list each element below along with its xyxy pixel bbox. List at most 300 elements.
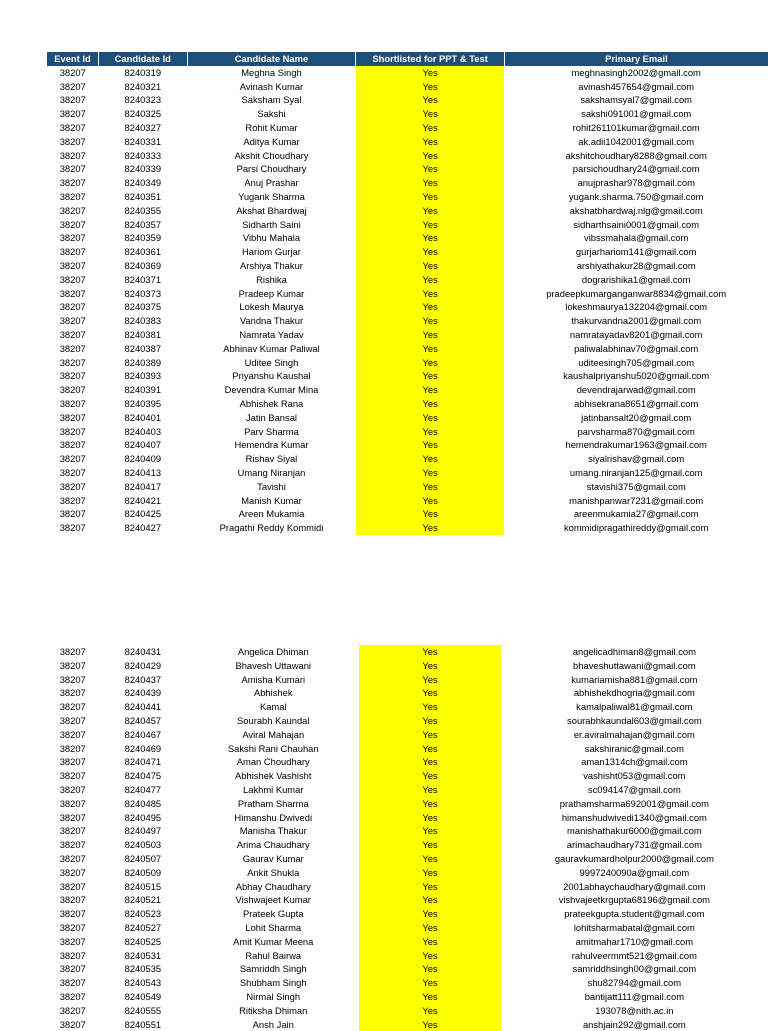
- email-cell[interactable]: parvsharma870@gmail.com: [577, 425, 695, 437]
- event-id-cell[interactable]: 38207: [59, 315, 86, 327]
- shortlisted-cell[interactable]: Yes: [356, 356, 504, 370]
- email-cell[interactable]: amitmahar1710@gmail.com: [575, 935, 694, 947]
- candidate-name-cell[interactable]: Akshit Choudhary: [234, 149, 309, 161]
- candidate-id-cell[interactable]: 8240551: [124, 1018, 162, 1030]
- candidate-name-cell[interactable]: Sourabh Kaundal: [237, 714, 310, 726]
- email-cell[interactable]: bantijatt111@gmail.com: [584, 990, 685, 1002]
- email-cell[interactable]: sourabhkaundal603@gmail.com: [567, 714, 702, 726]
- email-cell[interactable]: kamalpaliwal81@gmail.com: [576, 701, 693, 713]
- candidate-id-cell[interactable]: 8240359: [124, 232, 162, 244]
- candidate-name-cell[interactable]: Ritiksha Dhiman: [239, 1004, 308, 1016]
- shortlisted-cell[interactable]: Yes: [356, 121, 504, 135]
- email-cell[interactable]: kommidipragathireddy@gmail.com: [563, 522, 709, 534]
- shortlisted-cell[interactable]: Yes: [359, 645, 500, 659]
- email-cell[interactable]: er.aviralmahajan@gmail.com: [573, 728, 695, 740]
- candidate-id-cell[interactable]: 8240407: [124, 439, 162, 451]
- email-cell[interactable]: uditeesingh705@gmail.com: [578, 356, 695, 368]
- candidate-id-cell[interactable]: 8240395: [124, 397, 162, 409]
- candidate-id-cell[interactable]: 8240523: [124, 908, 162, 920]
- email-cell[interactable]: abhisekrana8651@gmail.com: [574, 397, 699, 409]
- event-id-cell[interactable]: 38207: [59, 1004, 86, 1016]
- email-cell[interactable]: lohitsharmabatal@gmail.com: [573, 921, 695, 933]
- candidate-id-cell[interactable]: 8240507: [124, 852, 162, 864]
- candidate-id-cell[interactable]: 8240467: [124, 728, 162, 740]
- shortlisted-cell[interactable]: Yes: [359, 742, 500, 756]
- email-cell[interactable]: sakshi091001@gmail.com: [581, 108, 692, 120]
- candidate-name-cell[interactable]: Tavishi: [257, 480, 286, 492]
- candidate-id-cell[interactable]: 8240503: [124, 839, 162, 851]
- candidate-id-cell[interactable]: 8240389: [124, 356, 162, 368]
- event-id-cell[interactable]: 38207: [59, 1018, 86, 1030]
- candidate-name-cell[interactable]: Ansh Jain: [252, 1018, 294, 1030]
- event-id-cell[interactable]: 38207: [59, 135, 86, 147]
- email-cell[interactable]: kaushalpriyanshu5020@gmail.com: [563, 370, 710, 382]
- candidate-name-cell[interactable]: Abhishek: [253, 687, 293, 699]
- candidate-name-cell[interactable]: Areen Mukamia: [238, 508, 305, 520]
- email-cell[interactable]: yugank.sharma.750@gmail.com: [568, 190, 704, 202]
- candidate-name-cell[interactable]: Namrata Yadav: [239, 328, 304, 340]
- candidate-id-cell[interactable]: 8240333: [124, 149, 162, 161]
- email-cell[interactable]: dograrishika1@gmail.com: [581, 273, 691, 285]
- event-id-cell[interactable]: 38207: [59, 328, 86, 340]
- candidate-id-cell[interactable]: 8240531: [124, 949, 162, 961]
- header-event-id[interactable]: Event Id: [47, 52, 98, 66]
- header-candidate-name[interactable]: Candidate Name: [187, 52, 356, 66]
- email-cell[interactable]: vishvajeetkrgupta68196@gmail.com: [558, 894, 710, 906]
- email-cell[interactable]: sakshamsyal7@gmail.com: [580, 94, 692, 106]
- candidate-id-cell[interactable]: 8240355: [124, 204, 162, 216]
- email-cell[interactable]: gurjarhariom141@gmail.com: [575, 246, 697, 258]
- candidate-id-cell[interactable]: 8240369: [124, 259, 162, 271]
- candidate-name-cell[interactable]: Amisha Kumari: [241, 673, 306, 685]
- event-id-cell[interactable]: 38207: [59, 287, 86, 299]
- candidate-name-cell[interactable]: Hemendra Kumar: [234, 439, 309, 451]
- shortlisted-cell[interactable]: Yes: [356, 80, 504, 94]
- shortlisted-cell[interactable]: Yes: [359, 769, 500, 783]
- shortlisted-cell[interactable]: Yes: [356, 245, 504, 259]
- shortlisted-cell[interactable]: Yes: [359, 880, 500, 894]
- shortlisted-cell[interactable]: Yes: [359, 962, 500, 976]
- event-id-cell[interactable]: 38207: [59, 453, 86, 465]
- shortlisted-cell[interactable]: Yes: [356, 397, 504, 411]
- candidate-id-cell[interactable]: 8240535: [124, 963, 162, 975]
- shortlisted-cell[interactable]: Yes: [359, 949, 500, 963]
- shortlisted-cell[interactable]: Yes: [359, 1018, 500, 1031]
- event-id-cell[interactable]: 38207: [59, 852, 86, 864]
- email-cell[interactable]: samriddhsingh00@gmail.com: [572, 963, 697, 975]
- shortlisted-cell[interactable]: Yes: [359, 893, 500, 907]
- shortlisted-cell[interactable]: Yes: [356, 328, 504, 342]
- candidate-name-cell[interactable]: Devendra Kumar Mina: [224, 384, 319, 396]
- candidate-name-cell[interactable]: Vishwajeet Kumar: [235, 894, 311, 906]
- shortlisted-cell[interactable]: Yes: [359, 714, 500, 728]
- event-id-cell[interactable]: 38207: [59, 687, 86, 699]
- email-cell[interactable]: parsichoudhary24@gmail.com: [572, 163, 700, 175]
- email-cell[interactable]: manishpanwar7231@gmail.com: [569, 494, 704, 506]
- email-cell[interactable]: angelicadhiman8@gmail.com: [572, 646, 696, 657]
- candidate-id-cell[interactable]: 8240387: [124, 342, 162, 354]
- shortlisted-cell[interactable]: Yes: [356, 300, 504, 314]
- email-cell[interactable]: arimachaudhary731@gmail.com: [566, 839, 702, 851]
- event-id-cell[interactable]: 38207: [59, 384, 86, 396]
- candidate-name-cell[interactable]: Yugank Sharma: [238, 190, 305, 202]
- candidate-id-cell[interactable]: 8240555: [124, 1004, 162, 1016]
- candidate-id-cell[interactable]: 8240439: [124, 687, 162, 699]
- candidate-name-cell[interactable]: Priyanshu Kaushal: [232, 370, 311, 382]
- event-id-cell[interactable]: 38207: [59, 66, 86, 78]
- event-id-cell[interactable]: 38207: [59, 218, 86, 230]
- shortlisted-cell[interactable]: Yes: [356, 494, 504, 508]
- email-cell[interactable]: vashisht053@gmail.com: [583, 770, 686, 782]
- candidate-name-cell[interactable]: Samriddh Singh: [239, 963, 307, 975]
- header-primary-email[interactable]: Primary Email: [504, 52, 768, 66]
- candidate-id-cell[interactable]: 8240427: [124, 522, 162, 534]
- candidate-name-cell[interactable]: Shubham Singh: [239, 977, 307, 989]
- event-id-cell[interactable]: 38207: [59, 894, 86, 906]
- email-cell[interactable]: anujprashar978@gmail.com: [577, 177, 695, 189]
- event-id-cell[interactable]: 38207: [59, 811, 86, 823]
- email-cell[interactable]: lokeshmaurya132204@gmail.com: [565, 301, 708, 313]
- candidate-id-cell[interactable]: 8240497: [124, 825, 162, 837]
- candidate-name-cell[interactable]: Amit Kumar Meena: [233, 935, 314, 947]
- event-id-cell[interactable]: 38207: [59, 259, 86, 271]
- candidate-id-cell[interactable]: 8240509: [124, 866, 162, 878]
- candidate-name-cell[interactable]: Vibhu Mahala: [242, 232, 301, 244]
- email-cell[interactable]: gauravkumardholpur2000@gmail.com: [554, 852, 714, 864]
- shortlisted-cell[interactable]: Yes: [356, 314, 504, 328]
- candidate-name-cell[interactable]: Rohit Kumar: [245, 121, 298, 133]
- email-cell[interactable]: thakurvandna2001@gmail.com: [571, 315, 702, 327]
- event-id-cell[interactable]: 38207: [59, 149, 86, 161]
- candidate-name-cell[interactable]: Saksham Syal: [241, 94, 302, 106]
- candidate-id-cell[interactable]: 8240437: [124, 673, 162, 685]
- email-cell[interactable]: himanshudwivedi1340@gmail.com: [561, 811, 707, 823]
- candidate-name-cell[interactable]: Arima Chaudhary: [236, 839, 310, 851]
- event-id-cell[interactable]: 38207: [59, 949, 86, 961]
- email-cell[interactable]: 9997240090a@gmail.com: [579, 866, 690, 878]
- email-cell[interactable]: aman1314ch@gmail.com: [581, 756, 688, 768]
- candidate-name-cell[interactable]: Lakhmi Kumar: [243, 783, 304, 795]
- event-id-cell[interactable]: 38207: [59, 659, 86, 671]
- email-cell[interactable]: areenmukamia27@gmail.com: [573, 508, 699, 520]
- event-id-cell[interactable]: 38207: [59, 494, 86, 506]
- candidate-id-cell[interactable]: 8240441: [124, 701, 162, 713]
- event-id-cell[interactable]: 38207: [59, 990, 86, 1002]
- event-id-cell[interactable]: 38207: [59, 728, 86, 740]
- event-id-cell[interactable]: 38207: [59, 908, 86, 920]
- event-id-cell[interactable]: 38207: [59, 825, 86, 837]
- email-cell[interactable]: devendrajarwad@gmail.com: [576, 384, 696, 396]
- email-cell[interactable]: akshitchoudhary8288@gmail.com: [565, 149, 707, 161]
- shortlisted-cell[interactable]: Yes: [359, 852, 500, 866]
- email-cell[interactable]: vibssmahala@gmail.com: [584, 232, 689, 244]
- event-id-cell[interactable]: 38207: [59, 466, 86, 478]
- candidate-name-cell[interactable]: Pragathi Reddy Kommidi: [219, 522, 324, 534]
- candidate-id-cell[interactable]: 8240543: [124, 977, 162, 989]
- email-cell[interactable]: shu82794@gmail.com: [587, 977, 682, 989]
- candidate-id-cell[interactable]: 8240477: [124, 783, 162, 795]
- candidate-id-cell[interactable]: 8240401: [124, 411, 162, 423]
- header-candidate-id[interactable]: Candidate Id: [98, 52, 187, 66]
- candidate-name-cell[interactable]: Rishika: [256, 273, 287, 285]
- email-cell[interactable]: prathamsharma692001@gmail.com: [559, 797, 709, 809]
- candidate-name-cell[interactable]: Sidharth Saini: [242, 218, 301, 230]
- email-cell[interactable]: sidharthsaini0001@gmail.com: [573, 218, 700, 230]
- event-id-cell[interactable]: 38207: [59, 80, 86, 92]
- candidate-name-cell[interactable]: Pradeep Kumar: [238, 287, 305, 299]
- event-id-cell[interactable]: 38207: [59, 397, 86, 409]
- shortlisted-cell[interactable]: Yes: [359, 990, 500, 1004]
- event-id-cell[interactable]: 38207: [59, 742, 86, 754]
- shortlisted-cell[interactable]: Yes: [356, 507, 504, 521]
- event-id-cell[interactable]: 38207: [59, 522, 86, 534]
- candidate-id-cell[interactable]: 8240515: [124, 880, 162, 892]
- shortlisted-cell[interactable]: Yes: [356, 411, 504, 425]
- email-cell[interactable]: kumariamisha881@gmail.com: [571, 673, 698, 685]
- shortlisted-cell[interactable]: Yes: [356, 218, 504, 232]
- candidate-id-cell[interactable]: 8240319: [124, 66, 162, 78]
- candidate-id-cell[interactable]: 8240351: [124, 190, 162, 202]
- shortlisted-cell[interactable]: Yes: [356, 176, 504, 190]
- candidate-name-cell[interactable]: Parsi Choudhary: [236, 163, 307, 175]
- shortlisted-cell[interactable]: Yes: [359, 838, 500, 852]
- email-cell[interactable]: prateekgupta.student@gmail.com: [564, 908, 705, 920]
- event-id-cell[interactable]: 38207: [59, 163, 86, 175]
- candidate-id-cell[interactable]: 8240383: [124, 315, 162, 327]
- candidate-name-cell[interactable]: Rahul Bairwa: [245, 949, 302, 961]
- candidate-name-cell[interactable]: Avinash Kumar: [239, 80, 304, 92]
- shortlisted-cell[interactable]: Yes: [356, 149, 504, 163]
- candidate-id-cell[interactable]: 8240371: [124, 273, 162, 285]
- email-cell[interactable]: jatinbansalt20@gmail.com: [581, 411, 692, 423]
- shortlisted-cell[interactable]: Yes: [356, 425, 504, 439]
- shortlisted-cell[interactable]: Yes: [356, 438, 504, 452]
- event-id-cell[interactable]: 38207: [59, 921, 86, 933]
- shortlisted-cell[interactable]: Yes: [356, 452, 504, 466]
- event-id-cell[interactable]: 38207: [59, 797, 86, 809]
- candidate-name-cell[interactable]: Meghna Singh: [241, 66, 302, 78]
- email-cell[interactable]: umang.niranjan125@gmail.com: [569, 466, 703, 478]
- shortlisted-cell[interactable]: Yes: [359, 728, 500, 742]
- candidate-name-cell[interactable]: Abhinav Kumar Paliwal: [223, 342, 320, 354]
- email-cell[interactable]: stavishi375@gmail.com: [586, 480, 686, 492]
- candidate-id-cell[interactable]: 8240429: [124, 659, 162, 671]
- candidate-id-cell[interactable]: 8240357: [124, 218, 162, 230]
- candidate-id-cell[interactable]: 8240431: [124, 646, 162, 657]
- candidate-id-cell[interactable]: 8240373: [124, 287, 162, 299]
- candidate-id-cell[interactable]: 8240469: [124, 742, 162, 754]
- candidate-name-cell[interactable]: Manisha Thakur: [239, 825, 307, 837]
- candidate-name-cell[interactable]: Uditee Singh: [244, 356, 299, 368]
- event-id-cell[interactable]: 38207: [59, 783, 86, 795]
- email-cell[interactable]: pradeepkumarganganwar8834@gmail.com: [546, 287, 727, 299]
- event-id-cell[interactable]: 38207: [59, 673, 86, 685]
- email-cell[interactable]: 193078@nith.ac.in: [595, 1004, 674, 1016]
- event-id-cell[interactable]: 38207: [59, 94, 86, 106]
- candidate-name-cell[interactable]: Umang Niranjan: [237, 466, 306, 478]
- event-id-cell[interactable]: 38207: [59, 880, 86, 892]
- shortlisted-cell[interactable]: Yes: [359, 797, 500, 811]
- candidate-id-cell[interactable]: 8240323: [124, 94, 162, 106]
- event-id-cell[interactable]: 38207: [59, 508, 86, 520]
- shortlisted-cell[interactable]: Yes: [359, 866, 500, 880]
- candidate-name-cell[interactable]: Arshiya Thakur: [240, 259, 303, 271]
- shortlisted-cell[interactable]: Yes: [359, 824, 500, 838]
- event-id-cell[interactable]: 38207: [59, 770, 86, 782]
- shortlisted-cell[interactable]: Yes: [356, 231, 504, 245]
- candidate-id-cell[interactable]: 8240325: [124, 108, 162, 120]
- email-cell[interactable]: abhishekdhogria@gmail.com: [573, 687, 695, 699]
- shortlisted-cell[interactable]: Yes: [356, 204, 504, 218]
- candidate-id-cell[interactable]: 8240381: [124, 328, 162, 340]
- candidate-name-cell[interactable]: Sakshi: [257, 108, 286, 120]
- candidate-id-cell[interactable]: 8240327: [124, 121, 162, 133]
- shortlisted-cell[interactable]: Yes: [356, 66, 504, 80]
- shortlisted-cell[interactable]: Yes: [356, 259, 504, 273]
- candidate-name-cell[interactable]: Rishav Siyal: [245, 453, 298, 465]
- shortlisted-cell[interactable]: Yes: [359, 811, 500, 825]
- candidate-name-cell[interactable]: Kamal: [259, 701, 287, 713]
- email-cell[interactable]: 2001abhaychaudhary@gmail.com: [563, 880, 706, 892]
- candidate-name-cell[interactable]: Abhay Chaudhary: [235, 880, 311, 892]
- candidate-name-cell[interactable]: Lokesh Maurya: [239, 301, 304, 313]
- email-cell[interactable]: siyalrishav@gmail.com: [588, 453, 685, 465]
- shortlisted-cell[interactable]: Yes: [359, 673, 500, 687]
- shortlisted-cell[interactable]: Yes: [356, 480, 504, 494]
- shortlisted-cell[interactable]: Yes: [356, 107, 504, 121]
- candidate-id-cell[interactable]: 8240375: [124, 301, 162, 313]
- candidate-name-cell[interactable]: Prateek Gupta: [243, 908, 304, 920]
- email-cell[interactable]: bhaveshuttawani@gmail.com: [573, 659, 696, 671]
- email-cell[interactable]: anshjain292@gmail.com: [582, 1018, 686, 1030]
- event-id-cell[interactable]: 38207: [59, 480, 86, 492]
- event-id-cell[interactable]: 38207: [59, 108, 86, 120]
- event-id-cell[interactable]: 38207: [59, 866, 86, 878]
- event-id-cell[interactable]: 38207: [59, 425, 86, 437]
- shortlisted-cell[interactable]: Yes: [359, 1004, 500, 1018]
- candidate-name-cell[interactable]: Gaurav Kumar: [242, 852, 304, 864]
- candidate-id-cell[interactable]: 8240495: [124, 811, 162, 823]
- event-id-cell[interactable]: 38207: [59, 411, 86, 423]
- candidate-id-cell[interactable]: 8240521: [124, 894, 162, 906]
- email-cell[interactable]: akshatbhardwaj.nlg@gmail.com: [569, 204, 703, 216]
- candidate-id-cell[interactable]: 8240413: [124, 466, 162, 478]
- email-cell[interactable]: arshiyathakur28@gmail.com: [576, 259, 696, 271]
- candidate-name-cell[interactable]: Abhishek Vashisht: [235, 770, 312, 782]
- shortlisted-cell[interactable]: Yes: [359, 755, 500, 769]
- candidate-id-cell[interactable]: 8240425: [124, 508, 162, 520]
- event-id-cell[interactable]: 38207: [59, 356, 86, 368]
- candidate-name-cell[interactable]: Akshat Bhardwaj: [236, 204, 307, 216]
- candidate-id-cell[interactable]: 8240409: [124, 453, 162, 465]
- candidate-name-cell[interactable]: Aditya Kumar: [243, 135, 300, 147]
- event-id-cell[interactable]: 38207: [59, 963, 86, 975]
- shortlisted-cell[interactable]: Yes: [356, 287, 504, 301]
- email-cell[interactable]: hemendrakumar1963@gmail.com: [565, 439, 707, 451]
- candidate-id-cell[interactable]: 8240527: [124, 921, 162, 933]
- candidate-id-cell[interactable]: 8240549: [124, 990, 162, 1002]
- event-id-cell[interactable]: 38207: [59, 342, 86, 354]
- shortlisted-cell[interactable]: Yes: [356, 162, 504, 176]
- event-id-cell[interactable]: 38207: [59, 701, 86, 713]
- candidate-name-cell[interactable]: Manish Kumar: [241, 494, 302, 506]
- shortlisted-cell[interactable]: Yes: [359, 976, 500, 990]
- candidate-name-cell[interactable]: Hariom Gurjar: [242, 246, 301, 258]
- candidate-id-cell[interactable]: 8240391: [124, 384, 162, 396]
- event-id-cell[interactable]: 38207: [59, 301, 86, 313]
- shortlisted-cell[interactable]: Yes: [359, 783, 500, 797]
- email-cell[interactable]: paliwalabhinav70@gmail.com: [574, 342, 699, 354]
- candidate-name-cell[interactable]: Vandna Thakur: [239, 315, 304, 327]
- candidate-id-cell[interactable]: 8240331: [124, 135, 162, 147]
- shortlisted-cell[interactable]: Yes: [359, 686, 500, 700]
- event-id-cell[interactable]: 38207: [59, 977, 86, 989]
- event-id-cell[interactable]: 38207: [59, 839, 86, 851]
- shortlisted-cell[interactable]: Yes: [359, 700, 500, 714]
- candidate-id-cell[interactable]: 8240339: [124, 163, 162, 175]
- shortlisted-cell[interactable]: Yes: [356, 521, 504, 535]
- shortlisted-cell[interactable]: Yes: [356, 190, 504, 204]
- shortlisted-cell[interactable]: Yes: [356, 466, 504, 480]
- event-id-cell[interactable]: 38207: [59, 177, 86, 189]
- candidate-name-cell[interactable]: Anuj Prashar: [244, 177, 299, 189]
- shortlisted-cell[interactable]: Yes: [359, 659, 500, 673]
- candidate-id-cell[interactable]: 8240393: [124, 370, 162, 382]
- event-id-cell[interactable]: 38207: [59, 121, 86, 133]
- email-cell[interactable]: meghnasingh2002@gmail.com: [571, 66, 701, 78]
- shortlisted-cell[interactable]: Yes: [356, 135, 504, 149]
- candidate-id-cell[interactable]: 8240403: [124, 425, 162, 437]
- email-cell[interactable]: rahulveermmt521@gmail.com: [571, 949, 697, 961]
- email-cell[interactable]: sc094147@gmail.com: [587, 783, 681, 795]
- candidate-name-cell[interactable]: Angelica Dhiman: [237, 646, 309, 657]
- event-id-cell[interactable]: 38207: [59, 714, 86, 726]
- candidate-id-cell[interactable]: 8240321: [124, 80, 162, 92]
- event-id-cell[interactable]: 38207: [59, 246, 86, 258]
- event-id-cell[interactable]: 38207: [59, 370, 86, 382]
- candidate-name-cell[interactable]: Pratham Sharma: [237, 797, 309, 809]
- event-id-cell[interactable]: 38207: [59, 232, 86, 244]
- candidate-name-cell[interactable]: Aviral Mahajan: [242, 728, 305, 740]
- event-id-cell[interactable]: 38207: [59, 756, 86, 768]
- event-id-cell[interactable]: 38207: [59, 204, 86, 216]
- candidate-id-cell[interactable]: 8240525: [124, 935, 162, 947]
- candidate-name-cell[interactable]: Lohit Sharma: [245, 921, 302, 933]
- candidate-id-cell[interactable]: 8240485: [124, 797, 162, 809]
- event-id-cell[interactable]: 38207: [59, 646, 86, 657]
- candidate-id-cell[interactable]: 8240421: [124, 494, 162, 506]
- email-cell[interactable]: avinash457654@gmail.com: [578, 80, 695, 92]
- candidate-name-cell[interactable]: Parv Sharma: [244, 425, 299, 437]
- candidate-name-cell[interactable]: Ankit Shukla: [247, 866, 300, 878]
- candidate-id-cell[interactable]: 8240471: [124, 756, 162, 768]
- shortlisted-cell[interactable]: Yes: [356, 369, 504, 383]
- candidate-name-cell[interactable]: Abhishek Rana: [239, 397, 304, 409]
- candidate-id-cell[interactable]: 8240349: [124, 177, 162, 189]
- shortlisted-cell[interactable]: Yes: [356, 383, 504, 397]
- email-cell[interactable]: rohit261101kumar@gmail.com: [572, 121, 700, 133]
- email-cell[interactable]: manishathakur6000@gmail.com: [567, 825, 702, 837]
- email-cell[interactable]: sakshiranic@gmail.com: [584, 742, 684, 754]
- candidate-name-cell[interactable]: Aman Choudhary: [236, 756, 310, 768]
- candidate-name-cell[interactable]: Jatin Bansal: [245, 411, 298, 423]
- event-id-cell[interactable]: 38207: [59, 935, 86, 947]
- shortlisted-cell[interactable]: Yes: [359, 935, 500, 949]
- shortlisted-cell[interactable]: Yes: [356, 273, 504, 287]
- email-cell[interactable]: ak.adii1042001@gmail.com: [578, 135, 695, 147]
- event-id-cell[interactable]: 38207: [59, 439, 86, 451]
- candidate-name-cell[interactable]: Sakshi Rani Chauhan: [227, 742, 319, 754]
